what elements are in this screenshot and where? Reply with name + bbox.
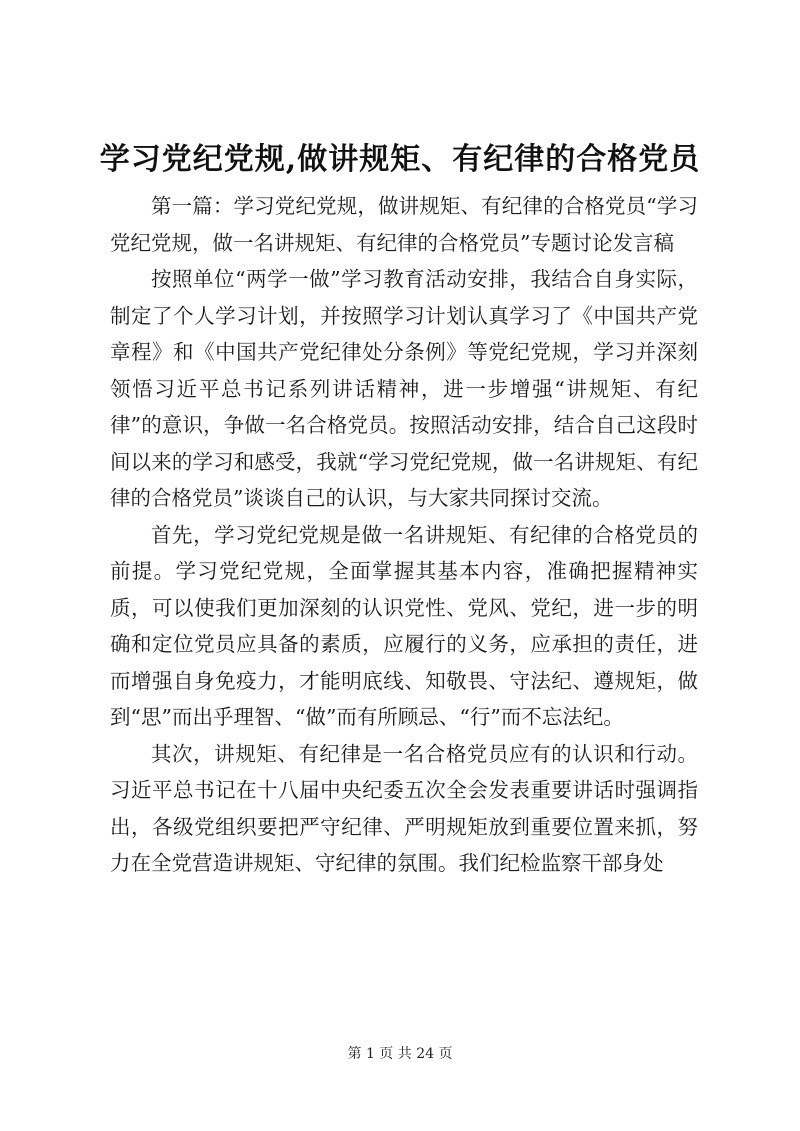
document-title: 学习党纪党规,做讲规矩、有纪律的合格党员 bbox=[99, 142, 701, 177]
paragraph-second-point: 其次，讲规矩、有纪律是一名合格党员应有的认识和行动。习近平总书记在十八届中央纪委五次全会发表重要讲话时强调指出，各级党组织要把严守纪律、严明规矩放到重要位置来抓，努力在全党营造讲规矩、守纪律的氛围。我们纪检监察干部身处 bbox=[110, 741, 698, 875]
paragraph-first-point: 首先，学习党纪党规是做一名讲规矩、有纪律的合格党员的前提。学习党纪党规，全面掌握其基本内容，准确把握精神实质，可以使我们更加深刻的认识党性、党风、党纪，进一步的明确和定位党员应具备的素质，应履行的义务，应承担的责任，进而增强自身免疫力，才能明底线、知敬畏、守法纪、遵规矩，做到“思”而出乎理智、“做”而有所顾忌、“行”而不忘法纪。 bbox=[110, 522, 698, 729]
paragraph-intro: 第一篇：学习党纪党规，做讲规矩、有纪律的合格党员“学习党纪党规，做一名讲规矩、有纪律的合格党员”专题讨论发言稿 bbox=[110, 194, 698, 255]
paragraph-study-plan: 按照单位“两学一做”学习教育活动安排，我结合自身实际，制定了个人学习计划，并按照学习计划认真学习了《中国共产党章程》和《中国共产党纪律处分条例》等党纪党规，学习并深刻领悟习近平总书记系列讲话精神，进一步增强“讲规矩、有纪律”的意识，争做一名合格党员。按照活动安排，结合自己这段时间以来的学习和感受，我就“学习党纪党规，做一名讲规矩、有纪律的合格党员”谈谈自己的认识，与大家共同探讨交流。 bbox=[110, 267, 698, 510]
page-number-footer: 第 1 页 共 24 页 bbox=[347, 1046, 453, 1062]
document-body bbox=[110, 188, 698, 882]
